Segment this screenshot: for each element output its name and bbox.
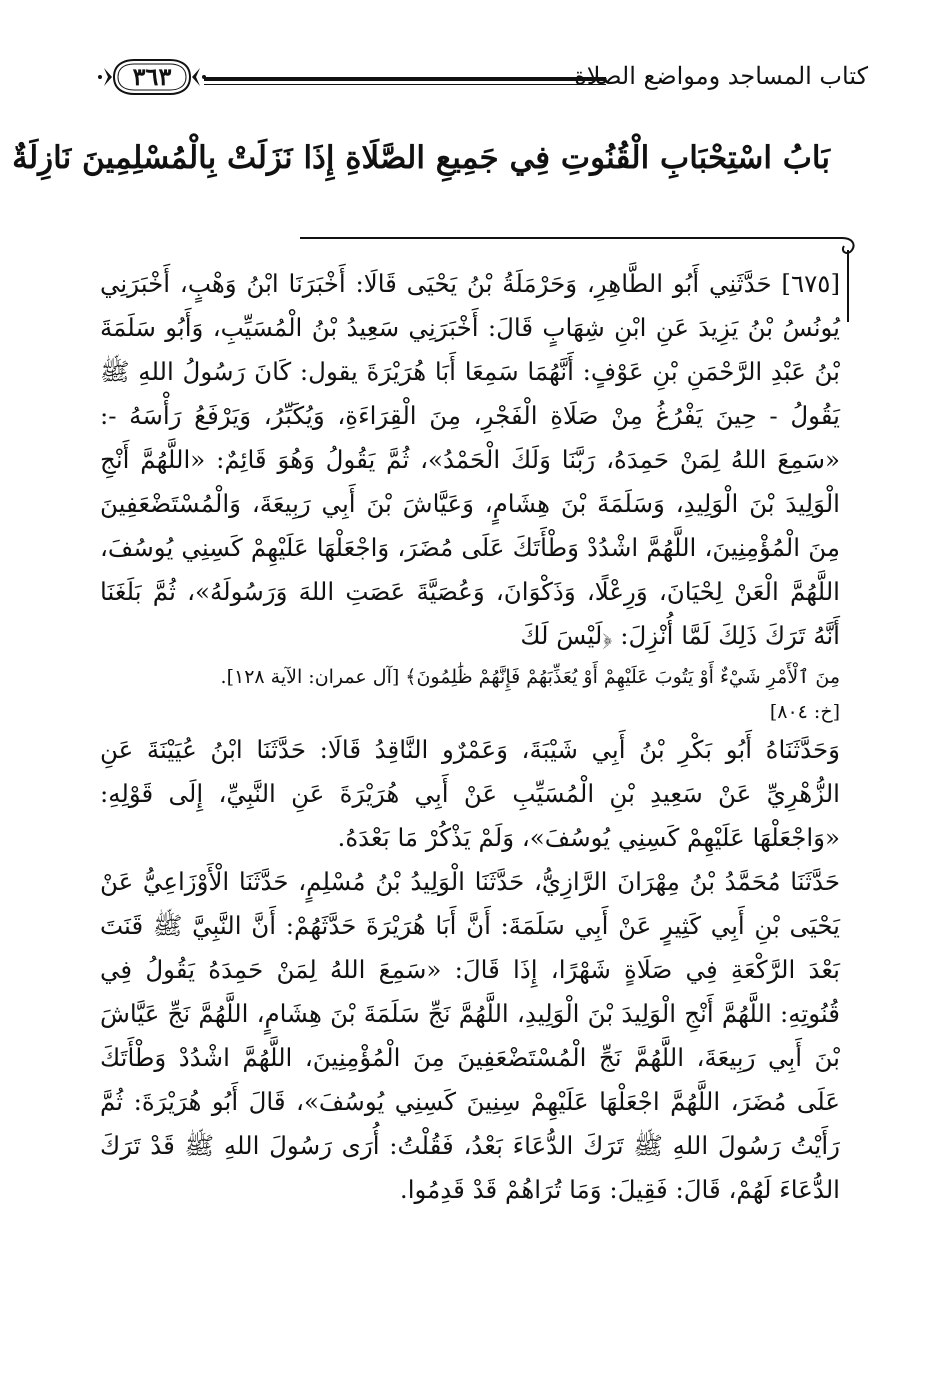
hadith-675-verse-container (100, 658, 840, 728)
hadith-675-c-text: حَدَّثَنَا مُحَمَّدُ بْنُ مِهْرَانَ الرَّازِيُّ، حَدَّثَنَا الْوَلِيدُ بْنُ مُسْلِمٍ، حَدَّثَنَا الْأَوْزَاعِيُّ عَنْ يَحْيَى بْنِ أَبِي كَثِيرٍ عَنْ أَبِي سَلَمَةَ: أَنَّ أَبَا هُرَيْرَةَ حَدَّثَهُمْ: أَنَّ النَّبِيَّ ﷺ قَنَتَ بَعْدَ الرَّكْعَةِ فِي صَلَاةٍ شَهْرًا، إِذَا قَالَ: «سَمِعَ اللهُ لِمَنْ حَمِدَهُ يَقُولُ فِي قُنُوتِهِ: اللَّهُمَّ أَنْجِ الْوَلِيدَ بْنَ الْوَلِيدِ، اللَّهُمَّ نَجِّ سَلَمَةَ بْنَ هِشَامٍ، اللَّهُمَّ نَجِّ عَيَّاشَ بْنَ أَبِي رَبِيعَةَ، اللَّهُمَّ نَجِّ الْمُسْتَضْعَفِينَ مِنَ الْمُؤْمِنِينَ، اللَّهُمَّ اشْدُدْ وَطْأَتَكَ عَلَى مُضَرَ، اللَّهُمَّ اجْعَلْهَا عَلَيْهِمْ سِنِينَ كَسِنِي يُوسُفَ»، قَالَ أَبُو هُرَيْرَةَ: ثُمَّ رَأَيْتُ رَسُولَ اللهِ ﷺ تَرَكَ الدُّعَاءَ بَعْدُ، فَقُلْتُ: أُرَى رَسُولَ اللهِ ﷺ قَدْ تَرَكَ الدُّعَاءَ لَهُمْ، قَالَ: فَقِيلَ: وَمَا تُرَاهُمْ قَدْ قَدِمُوا. (100, 867, 840, 1204)
book-title: كتاب المساجد ومواضع الصلاة (574, 62, 868, 90)
page-number-ornament (98, 54, 206, 100)
hadith-675-b-text: وَحَدَّثَنَاهُ أَبُو بَكْرِ بْنُ أَبِي شَيْبَةَ، وَعَمْرٌو النَّاقِدُ قَالَا: حَدَّثَنَا ابْنُ عُيَيْنَةَ عَنِ الزُّهْرِيِّ عَنْ سَعِيدِ بْنِ الْمُسَيِّبِ عَنْ أَبِي هُرَيْرَةَ عَنِ النَّبِيِّ، إِلَى قَوْلِهِ: «وَاجْعَلْهَا عَلَيْهِمْ كَسِنِي يُوسُفَ»، وَلَمْ يَذْكُرْ مَا بَعْدَهُ. (100, 735, 840, 852)
running-header (98, 50, 868, 110)
quran-verse: مِنَ ٱلْأَمْرِ شَيْءٌ أَوْ يَتُوبَ عَلَيْهِمْ أَوْ يُعَذِّبَهُمْ فَإِنَّهُمْ ظَٰلِمُونَ﴾ [آل عمران: الآية ١٢٨]. (220, 666, 840, 688)
chapter-heading: بَابُ اسْتِحْبَابِ الْقُنُوتِ فِي جَمِيعِ الصَّلَاةِ إِذَا نَزَلَتْ بِالْمُسْلِمِينَ نَازِلَةٌ (12, 140, 830, 176)
page-number: ٣٦٣ (132, 62, 172, 91)
hadith-body (100, 262, 840, 1212)
bukhari-reference: [خ: ٨٠٤] (769, 701, 840, 723)
header-rule (204, 77, 606, 85)
hadith-675-text: [٦٧٥] حَدَّثَنِي أَبُو الطَّاهِرِ، وَحَرْمَلَةُ بْنُ يَحْيَى قَالَا: أَخْبَرَنَا ابْنُ وَهْبٍ، أَخْبَرَنِي يُونُسُ بْنُ يَزِيدَ عَنِ ابْنِ شِهَابٍ قَالَ: أَخْبَرَنِي سَعِيدُ بْنُ الْمُسَيِّبِ، وَأَبُو سَلَمَةَ بْنُ عَبْدِ الرَّحْمَنِ بْنِ عَوْفٍ: أَنَّهُمَا سَمِعَا أَبَا هُرَيْرَةَ يقول: كَانَ رَسُولُ اللهِ ﷺ يَقُولُ - حِينَ يَفْرُغُ مِنْ صَلَاةِ الْفَجْرِ، مِنَ الْقِرَاءَةِ، وَيُكَبِّرُ، وَيَرْفَعُ رَأْسَهُ -: «سَمِعَ اللهُ لِمَنْ حَمِدَهُ، رَبَّنَا وَلَكَ الْحَمْدُ»، ثُمَّ يَقُولُ وَهُوَ قَائِمٌ: «اللَّهُمَّ أَنْجِ الْوَلِيدَ بْنَ الْوَلِيدِ، وَسَلَمَةَ بْنَ هِشَامٍ، وَعَيَّاشَ بْنَ أَبِي رَبِيعَةَ، وَالْمُسْتَضْعَفِينَ مِنَ الْمُؤْمِنِينَ، اللَّهُمَّ اشْدُدْ وَطْأَتَكَ عَلَى مُضَرَ، وَاجْعَلْهَا عَلَيْهِمْ كَسِنِي يُوسُفَ، اللَّهُمَّ الْعَنْ لِحْيَانَ، وَرِعْلًا، وَذَكْوَانَ، وَعُصَيَّةَ عَصَتِ اللهَ وَرَسُولَهُ»، ثُمَّ بَلَغَنَا أَنَّهُ تَرَكَ ذَلِكَ لَمَّا أُنْزِلَ: ﴿لَيْسَ لَكَ (100, 269, 840, 650)
